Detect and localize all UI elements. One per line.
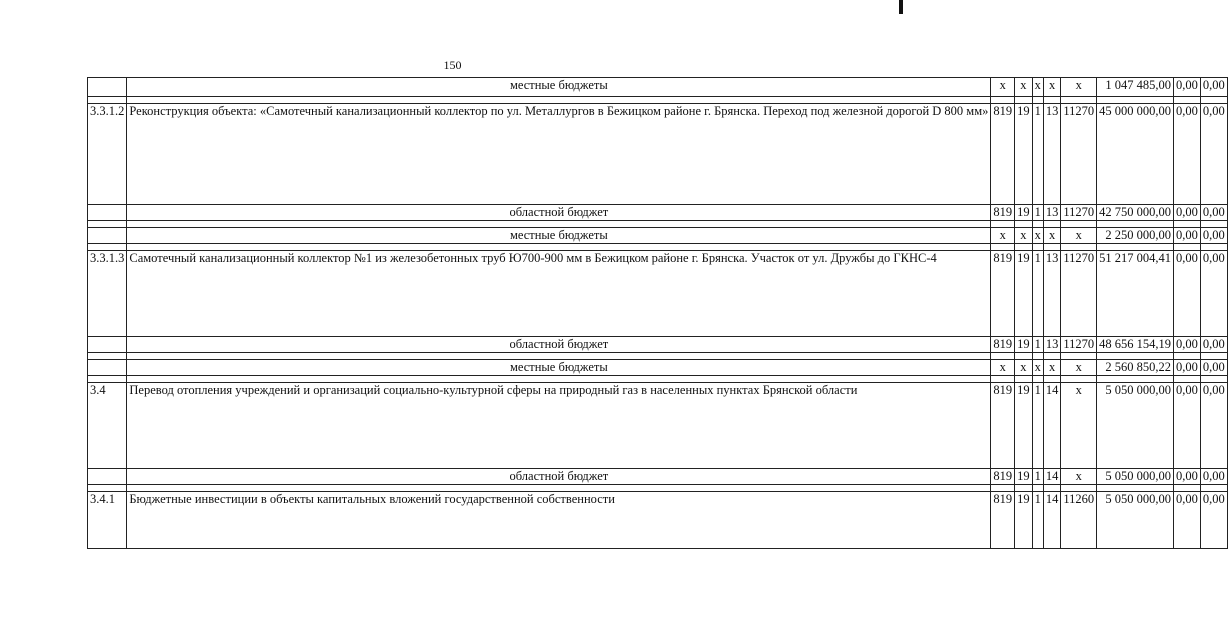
- code-cell-c5: х: [1061, 228, 1097, 244]
- spacer-cell: [991, 221, 1015, 228]
- table-body: [88, 78, 1228, 549]
- spacer-cell: [1015, 244, 1033, 251]
- code-cell-c5: х: [1061, 383, 1097, 469]
- code-cell-c5: 11260: [1061, 492, 1097, 549]
- spacer-cell: [991, 97, 1015, 104]
- row-name-cell: местные бюджеты: [127, 228, 991, 244]
- code-cell-c1: х: [991, 228, 1015, 244]
- row-name-cell: Самотечный канализационный коллектор №1 из железобетонных труб Ю700-900 мм в Бежицком районе г. Брянска. Участок от ул. Дружбы до ГКНС-4: [127, 251, 991, 337]
- value-cell-2: 0,00: [1174, 104, 1201, 205]
- amount-cell: 5 050 000,00: [1097, 492, 1174, 549]
- code-cell-c4: 13: [1043, 205, 1061, 221]
- value-cell-2: 0,00: [1174, 337, 1201, 353]
- spacer-cell: [127, 353, 991, 360]
- spacer-cell: [1043, 221, 1061, 228]
- spacer-cell: [1200, 244, 1227, 251]
- value-cell-2: 0,00: [1174, 469, 1201, 485]
- spacer-cell: [1097, 97, 1174, 104]
- value-cell-2: 0,00: [1174, 492, 1201, 549]
- spacer-cell: [1032, 485, 1043, 492]
- spacer-cell: [1061, 244, 1097, 251]
- spacer-cell: [1032, 376, 1043, 383]
- code-cell-c4: 14: [1043, 383, 1061, 469]
- code-cell-c3: х: [1032, 228, 1043, 244]
- spacer-cell: [1174, 376, 1201, 383]
- code-cell-c3: 1: [1032, 205, 1043, 221]
- value-cell-2: 0,00: [1174, 205, 1201, 221]
- row-name-cell: местные бюджеты: [127, 360, 991, 376]
- amount-cell: 2 560 850,22: [1097, 360, 1174, 376]
- spacer-cell: [1061, 221, 1097, 228]
- code-cell-c3: 1: [1032, 383, 1043, 469]
- row-number-cell: 3.3.1.2: [88, 104, 127, 205]
- row-spacer: [88, 485, 1228, 492]
- row-number-cell: 3.4.1: [88, 492, 127, 549]
- row-spacer: [88, 376, 1228, 383]
- value-cell-3: 0,00: [1200, 383, 1227, 469]
- spacer-cell: [1032, 353, 1043, 360]
- budget-source-row: [88, 78, 1228, 97]
- budget-table: [87, 77, 1228, 549]
- row-name-cell: областной бюджет: [127, 205, 991, 221]
- row-spacer: [88, 97, 1228, 104]
- code-cell-c4: х: [1043, 78, 1061, 97]
- row-name-cell: местные бюджеты: [127, 78, 991, 97]
- code-cell-c3: 1: [1032, 251, 1043, 337]
- spacer-cell: [1174, 221, 1201, 228]
- value-cell-2: 0,00: [1174, 251, 1201, 337]
- code-cell-c2: 19: [1015, 469, 1033, 485]
- code-cell-c5: 11270: [1061, 251, 1097, 337]
- spacer-cell: [1032, 244, 1043, 251]
- spacer-cell: [1015, 353, 1033, 360]
- spacer-cell: [88, 353, 127, 360]
- code-cell-c2: 19: [1015, 251, 1033, 337]
- code-cell-c4: 14: [1043, 492, 1061, 549]
- value-cell-3: 0,00: [1200, 492, 1227, 549]
- code-cell-c4: х: [1043, 360, 1061, 376]
- table-row: [88, 492, 1228, 549]
- code-cell-c5: х: [1061, 469, 1097, 485]
- spacer-cell: [1061, 376, 1097, 383]
- spacer-cell: [1174, 244, 1201, 251]
- amount-cell: 2 250 000,00: [1097, 228, 1174, 244]
- code-cell-c2: 19: [1015, 492, 1033, 549]
- table-row: [88, 251, 1228, 337]
- value-cell-3: 0,00: [1200, 104, 1227, 205]
- row-spacer: [88, 353, 1228, 360]
- spacer-cell: [1200, 97, 1227, 104]
- code-cell-c4: 13: [1043, 104, 1061, 205]
- spacer-cell: [1032, 221, 1043, 228]
- code-cell-c1: 819: [991, 251, 1015, 337]
- spacer-cell: [1043, 485, 1061, 492]
- spacer-cell: [1015, 376, 1033, 383]
- code-cell-c5: 11270: [1061, 205, 1097, 221]
- spacer-cell: [1174, 485, 1201, 492]
- amount-cell: 45 000 000,00: [1097, 104, 1174, 205]
- spacer-cell: [1200, 485, 1227, 492]
- code-cell-c2: 19: [1015, 337, 1033, 353]
- spacer-cell: [1097, 244, 1174, 251]
- code-cell-c3: 1: [1032, 469, 1043, 485]
- spacer-cell: [1200, 376, 1227, 383]
- spacer-cell: [1015, 221, 1033, 228]
- budget-source-row: [88, 469, 1228, 485]
- spacer-cell: [88, 221, 127, 228]
- code-cell-c1: 819: [991, 104, 1015, 205]
- spacer-cell: [1200, 353, 1227, 360]
- row-name-cell: областной бюджет: [127, 337, 991, 353]
- spacer-cell: [88, 485, 127, 492]
- row-number-cell: [88, 360, 127, 376]
- budget-source-row: [88, 337, 1228, 353]
- row-name-cell: Перевод отопления учреждений и организаций социально-культурной сферы на природный газ в населенных пунктах Брянской области: [127, 383, 991, 469]
- spacer-cell: [127, 376, 991, 383]
- value-cell-3: 0,00: [1200, 251, 1227, 337]
- code-cell-c4: 13: [1043, 251, 1061, 337]
- row-name-cell: Бюджетные инвестиции в объекты капитальных вложений государственной собственности: [127, 492, 991, 549]
- code-cell-c1: 819: [991, 337, 1015, 353]
- budget-source-row: [88, 205, 1228, 221]
- spacer-cell: [1200, 221, 1227, 228]
- code-cell-c3: 1: [1032, 337, 1043, 353]
- spacer-cell: [991, 244, 1015, 251]
- code-cell-c2: 19: [1015, 205, 1033, 221]
- amount-cell: 5 050 000,00: [1097, 383, 1174, 469]
- row-spacer: [88, 221, 1228, 228]
- code-cell-c1: х: [991, 78, 1015, 97]
- spacer-cell: [1043, 376, 1061, 383]
- page-number: 150: [443, 58, 462, 72]
- amount-cell: 51 217 004,41: [1097, 251, 1174, 337]
- spacer-cell: [1043, 97, 1061, 104]
- amount-cell: 1 047 485,00: [1097, 78, 1174, 97]
- code-cell-c2: х: [1015, 360, 1033, 376]
- code-cell-c1: х: [991, 360, 1015, 376]
- spacer-cell: [127, 485, 991, 492]
- row-number-cell: [88, 78, 127, 97]
- row-number-cell: [88, 337, 127, 353]
- spacer-cell: [88, 97, 127, 104]
- value-cell-2: 0,00: [1174, 360, 1201, 376]
- row-number-cell: [88, 228, 127, 244]
- spacer-cell: [1061, 353, 1097, 360]
- value-cell-3: 0,00: [1200, 228, 1227, 244]
- amount-cell: 42 750 000,00: [1097, 205, 1174, 221]
- amount-cell: 5 050 000,00: [1097, 469, 1174, 485]
- code-cell-c1: 819: [991, 205, 1015, 221]
- spacer-cell: [1097, 353, 1174, 360]
- code-cell-c3: 1: [1032, 492, 1043, 549]
- budget-source-row: [88, 228, 1228, 244]
- spacer-cell: [1043, 353, 1061, 360]
- table-row: [88, 104, 1228, 205]
- spacer-cell: [991, 353, 1015, 360]
- value-cell-2: 0,00: [1174, 383, 1201, 469]
- code-cell-c1: 819: [991, 383, 1015, 469]
- spacer-cell: [1174, 97, 1201, 104]
- code-cell-c2: х: [1015, 78, 1033, 97]
- spacer-cell: [1015, 97, 1033, 104]
- value-cell-3: 0,00: [1200, 360, 1227, 376]
- spacer-cell: [88, 376, 127, 383]
- spacer-cell: [991, 376, 1015, 383]
- amount-cell: 48 656 154,19: [1097, 337, 1174, 353]
- row-spacer: [88, 244, 1228, 251]
- spacer-cell: [991, 485, 1015, 492]
- table-row: [88, 383, 1228, 469]
- row-number-cell: 3.4: [88, 383, 127, 469]
- code-cell-c5: х: [1061, 360, 1097, 376]
- scan-edge-mark: [899, 0, 903, 14]
- spacer-cell: [1174, 353, 1201, 360]
- spacer-cell: [1015, 485, 1033, 492]
- spacer-cell: [88, 244, 127, 251]
- spacer-cell: [1097, 485, 1174, 492]
- row-number-cell: [88, 469, 127, 485]
- code-cell-c2: 19: [1015, 383, 1033, 469]
- value-cell-2: 0,00: [1174, 228, 1201, 244]
- code-cell-c4: х: [1043, 228, 1061, 244]
- spacer-cell: [127, 244, 991, 251]
- code-cell-c3: х: [1032, 360, 1043, 376]
- value-cell-3: 0,00: [1200, 337, 1227, 353]
- spacer-cell: [1043, 244, 1061, 251]
- budget-source-row: [88, 360, 1228, 376]
- code-cell-c3: х: [1032, 78, 1043, 97]
- value-cell-3: 0,00: [1200, 78, 1227, 97]
- spacer-cell: [1061, 97, 1097, 104]
- code-cell-c2: х: [1015, 228, 1033, 244]
- row-number-cell: [88, 205, 127, 221]
- value-cell-3: 0,00: [1200, 469, 1227, 485]
- spacer-cell: [1097, 221, 1174, 228]
- spacer-cell: [1097, 376, 1174, 383]
- code-cell-c4: 13: [1043, 337, 1061, 353]
- spacer-cell: [1061, 485, 1097, 492]
- code-cell-c1: 819: [991, 492, 1015, 549]
- row-name-cell: Реконструкция объекта: «Самотечный канализационный коллектор по ул. Металлургов в Бежицком районе г. Брянска. Переход под железной дорогой D 800 мм»: [127, 104, 991, 205]
- code-cell-c1: 819: [991, 469, 1015, 485]
- code-cell-c4: 14: [1043, 469, 1061, 485]
- code-cell-c5: х: [1061, 78, 1097, 97]
- spacer-cell: [127, 221, 991, 228]
- code-cell-c2: 19: [1015, 104, 1033, 205]
- spacer-cell: [127, 97, 991, 104]
- row-number-cell: 3.3.1.3: [88, 251, 127, 337]
- row-name-cell: областной бюджет: [127, 469, 991, 485]
- code-cell-c5: 11270: [1061, 337, 1097, 353]
- value-cell-3: 0,00: [1200, 205, 1227, 221]
- code-cell-c5: 11270: [1061, 104, 1097, 205]
- code-cell-c3: 1: [1032, 104, 1043, 205]
- spacer-cell: [1032, 97, 1043, 104]
- value-cell-2: 0,00: [1174, 78, 1201, 97]
